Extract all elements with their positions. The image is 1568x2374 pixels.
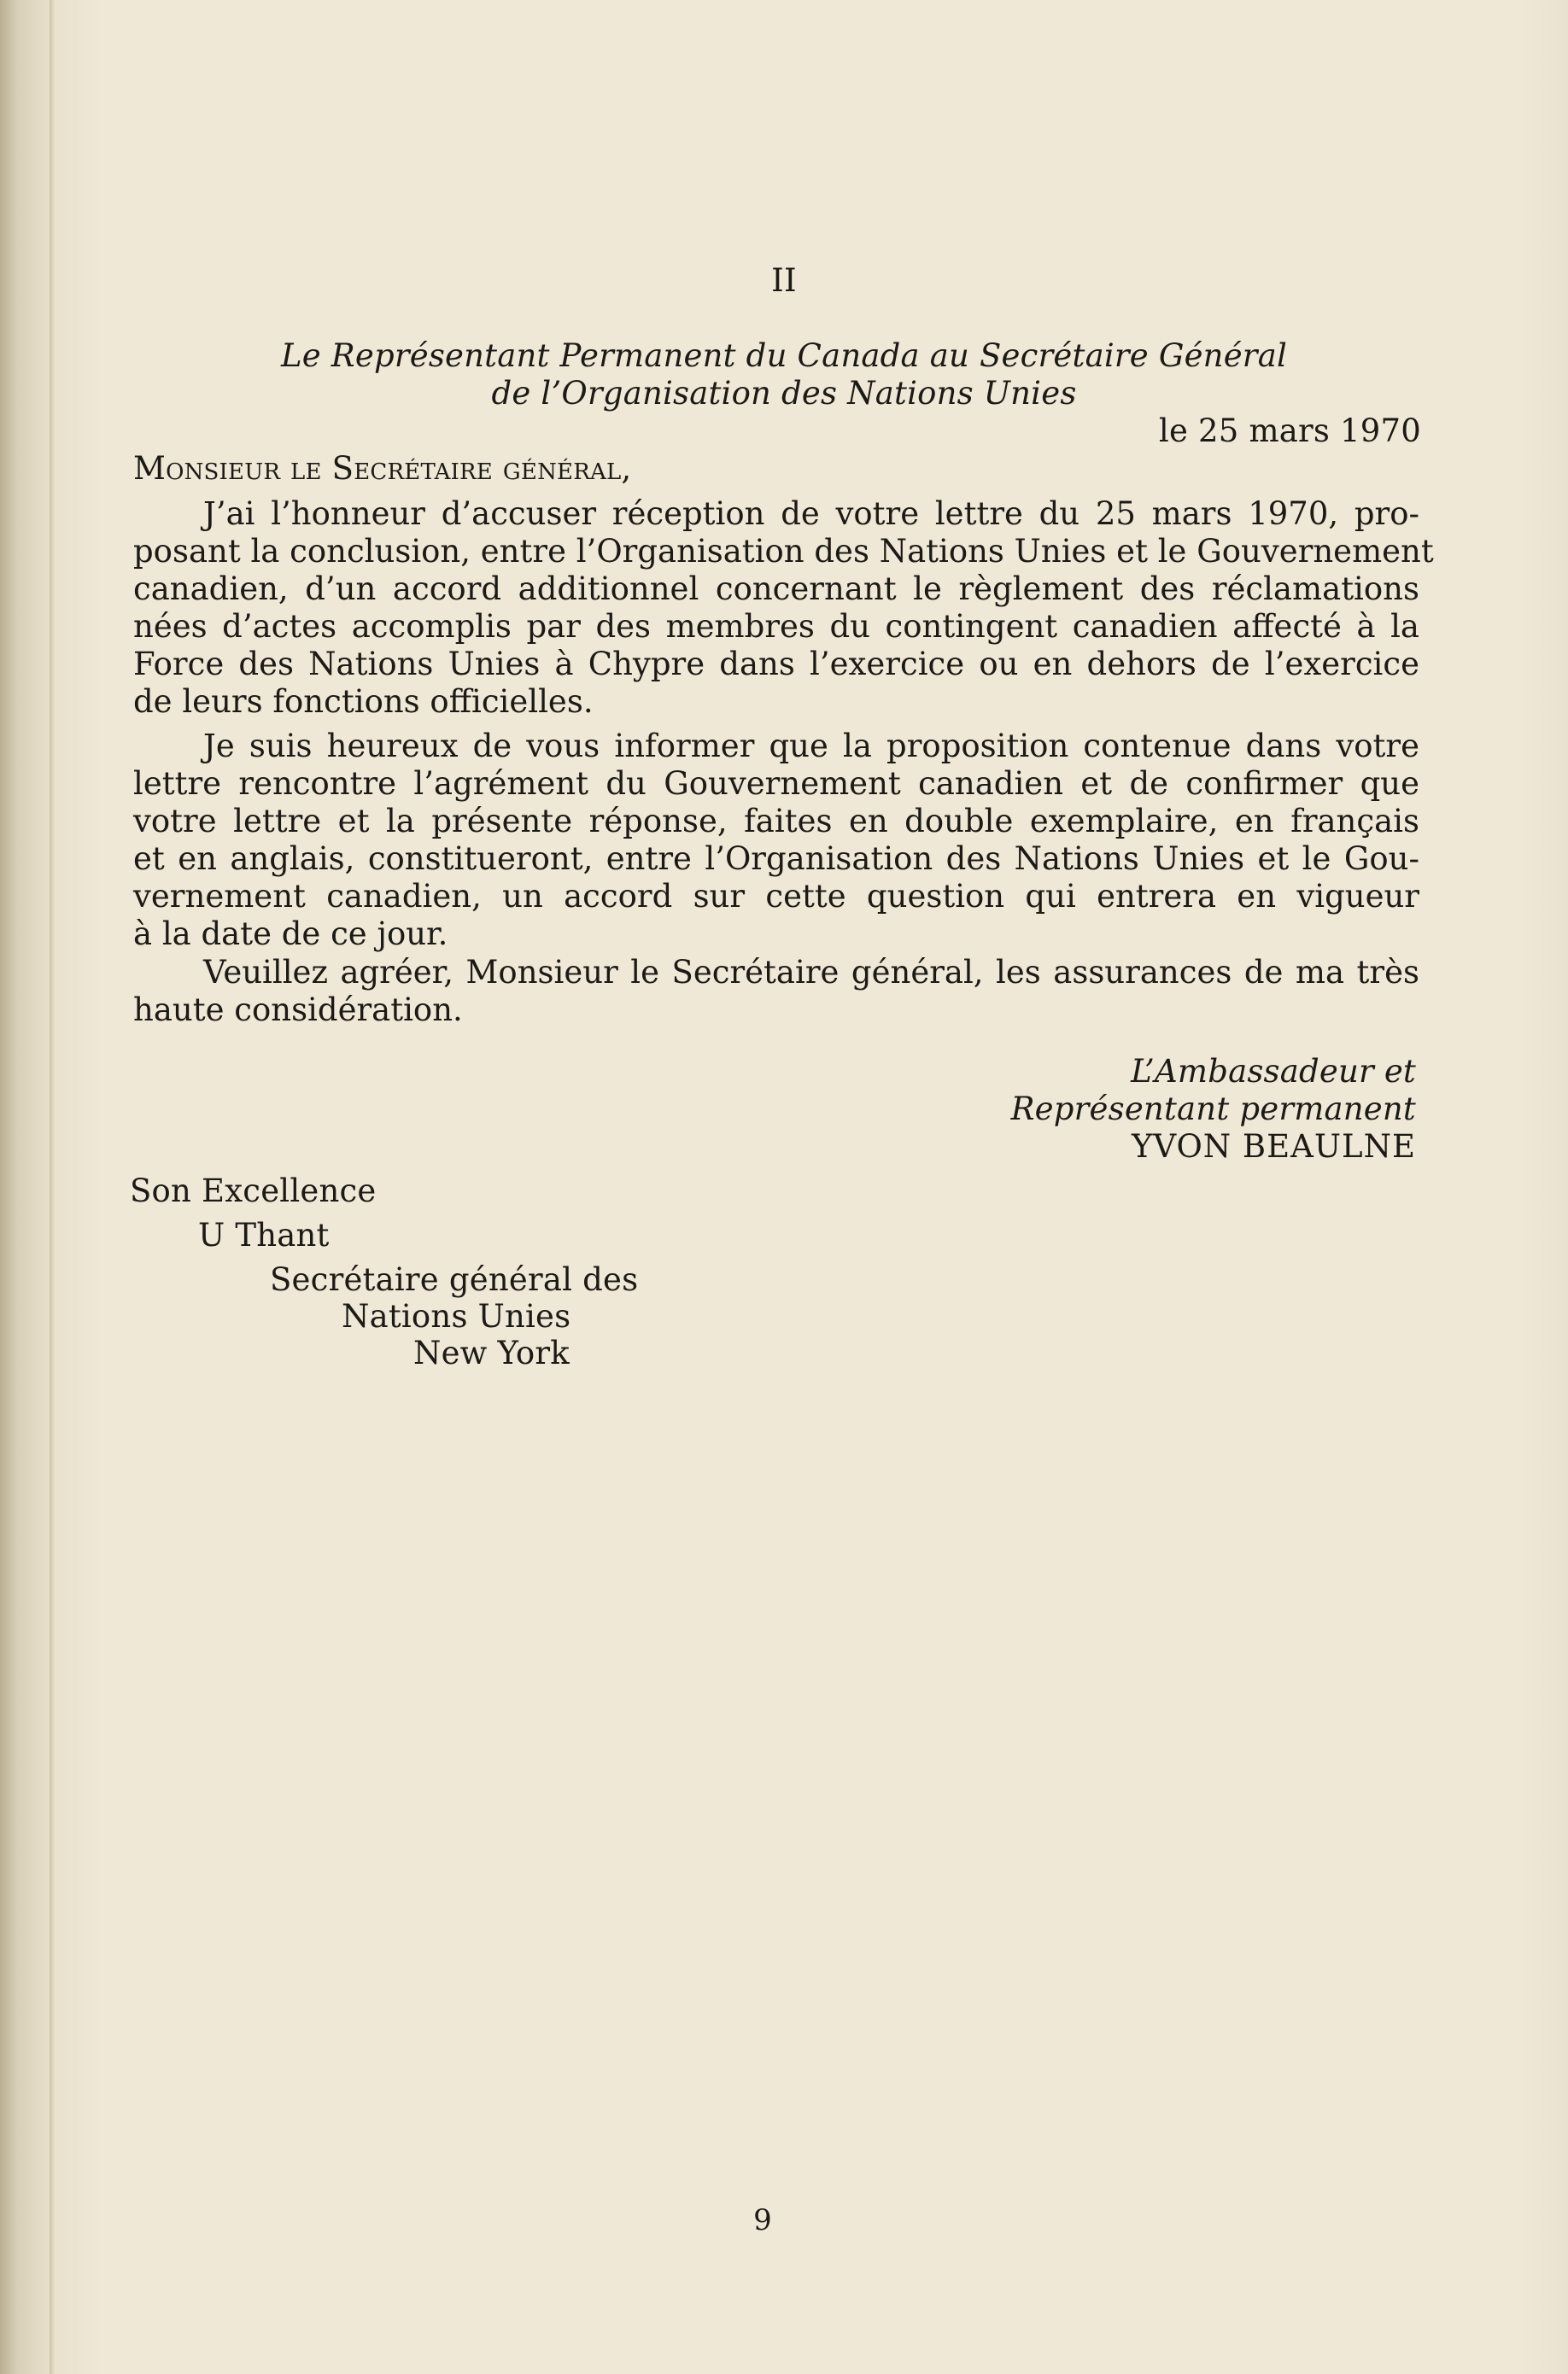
paragraph-3-line: Veuillez agréer, Monsieur le Secrétaire général, les assurances de ma très [203, 954, 1419, 991]
salutation: Monsieur le Secrétaire général, [133, 450, 632, 487]
letter-date: le 25 mars 1970 [1158, 412, 1421, 449]
addressee-line-3: Secrétaire général des [270, 1261, 639, 1298]
paragraph-2-line: vernement canadien, un accord sur cette question qui entrera en vigueur [133, 878, 1419, 915]
paragraph-2-line: et en anglais, constitueront, entre l’Organisation des Nations Unies et le Gou- [133, 840, 1419, 877]
page-spine-shadow [50, 0, 55, 2374]
paragraph-2-line: lettre rencontre l’agrément du Gouvernement canadien et de confirmer que [133, 765, 1419, 802]
section-numeral: II [771, 262, 797, 299]
letter-heading-line-2: de l’Organisation des Nations Unies [491, 375, 1077, 412]
signature-title-line-1: L’Ambassadeur et [1131, 1053, 1416, 1090]
paragraph-1-line: nées d’actes accomplis par des membres du contingent canadien affecté à la [133, 608, 1419, 645]
page-number: 9 [753, 2203, 772, 2237]
paragraph-1-line: canadien, d’un accord additionnel concernant le règlement des réclamations [133, 570, 1419, 607]
paragraph-1-line: de leurs fonctions officielles. [133, 683, 594, 720]
signature-name: YVON BEAULNE [1131, 1128, 1416, 1165]
paragraph-3-line: haute considération. [133, 991, 463, 1028]
letter-heading-line-1: Le Représentant Permanent du Canada au Secrétaire Général [280, 337, 1287, 374]
addressee-line-1: Son Excellence [130, 1172, 377, 1209]
paragraph-1-line: posant la conclusion, entre l’Organisation des Nations Unies et le Gouvernement [133, 533, 1434, 570]
paragraph-1-line: Force des Nations Unies à Chypre dans l’exercice ou en dehors de l’exercice [133, 646, 1419, 682]
paragraph-2-line: Je suis heureux de vous informer que la proposition contenue dans votre [203, 728, 1419, 764]
paragraph-1-line: J’ai l’honneur d’accuser réception de votre lettre du 25 mars 1970, pro- [203, 495, 1419, 532]
paragraph-2-line: votre lettre et la présente réponse, faites en double exemplaire, en français [133, 803, 1419, 839]
signature-title-line-2: Représentant permanent [1010, 1091, 1416, 1127]
addressee-line-5: New York [413, 1335, 570, 1371]
paragraph-2-line: à la date de ce jour. [133, 915, 448, 952]
addressee-line-2: U Thant [198, 1217, 330, 1254]
addressee-line-4: Nations Unies [342, 1298, 571, 1335]
